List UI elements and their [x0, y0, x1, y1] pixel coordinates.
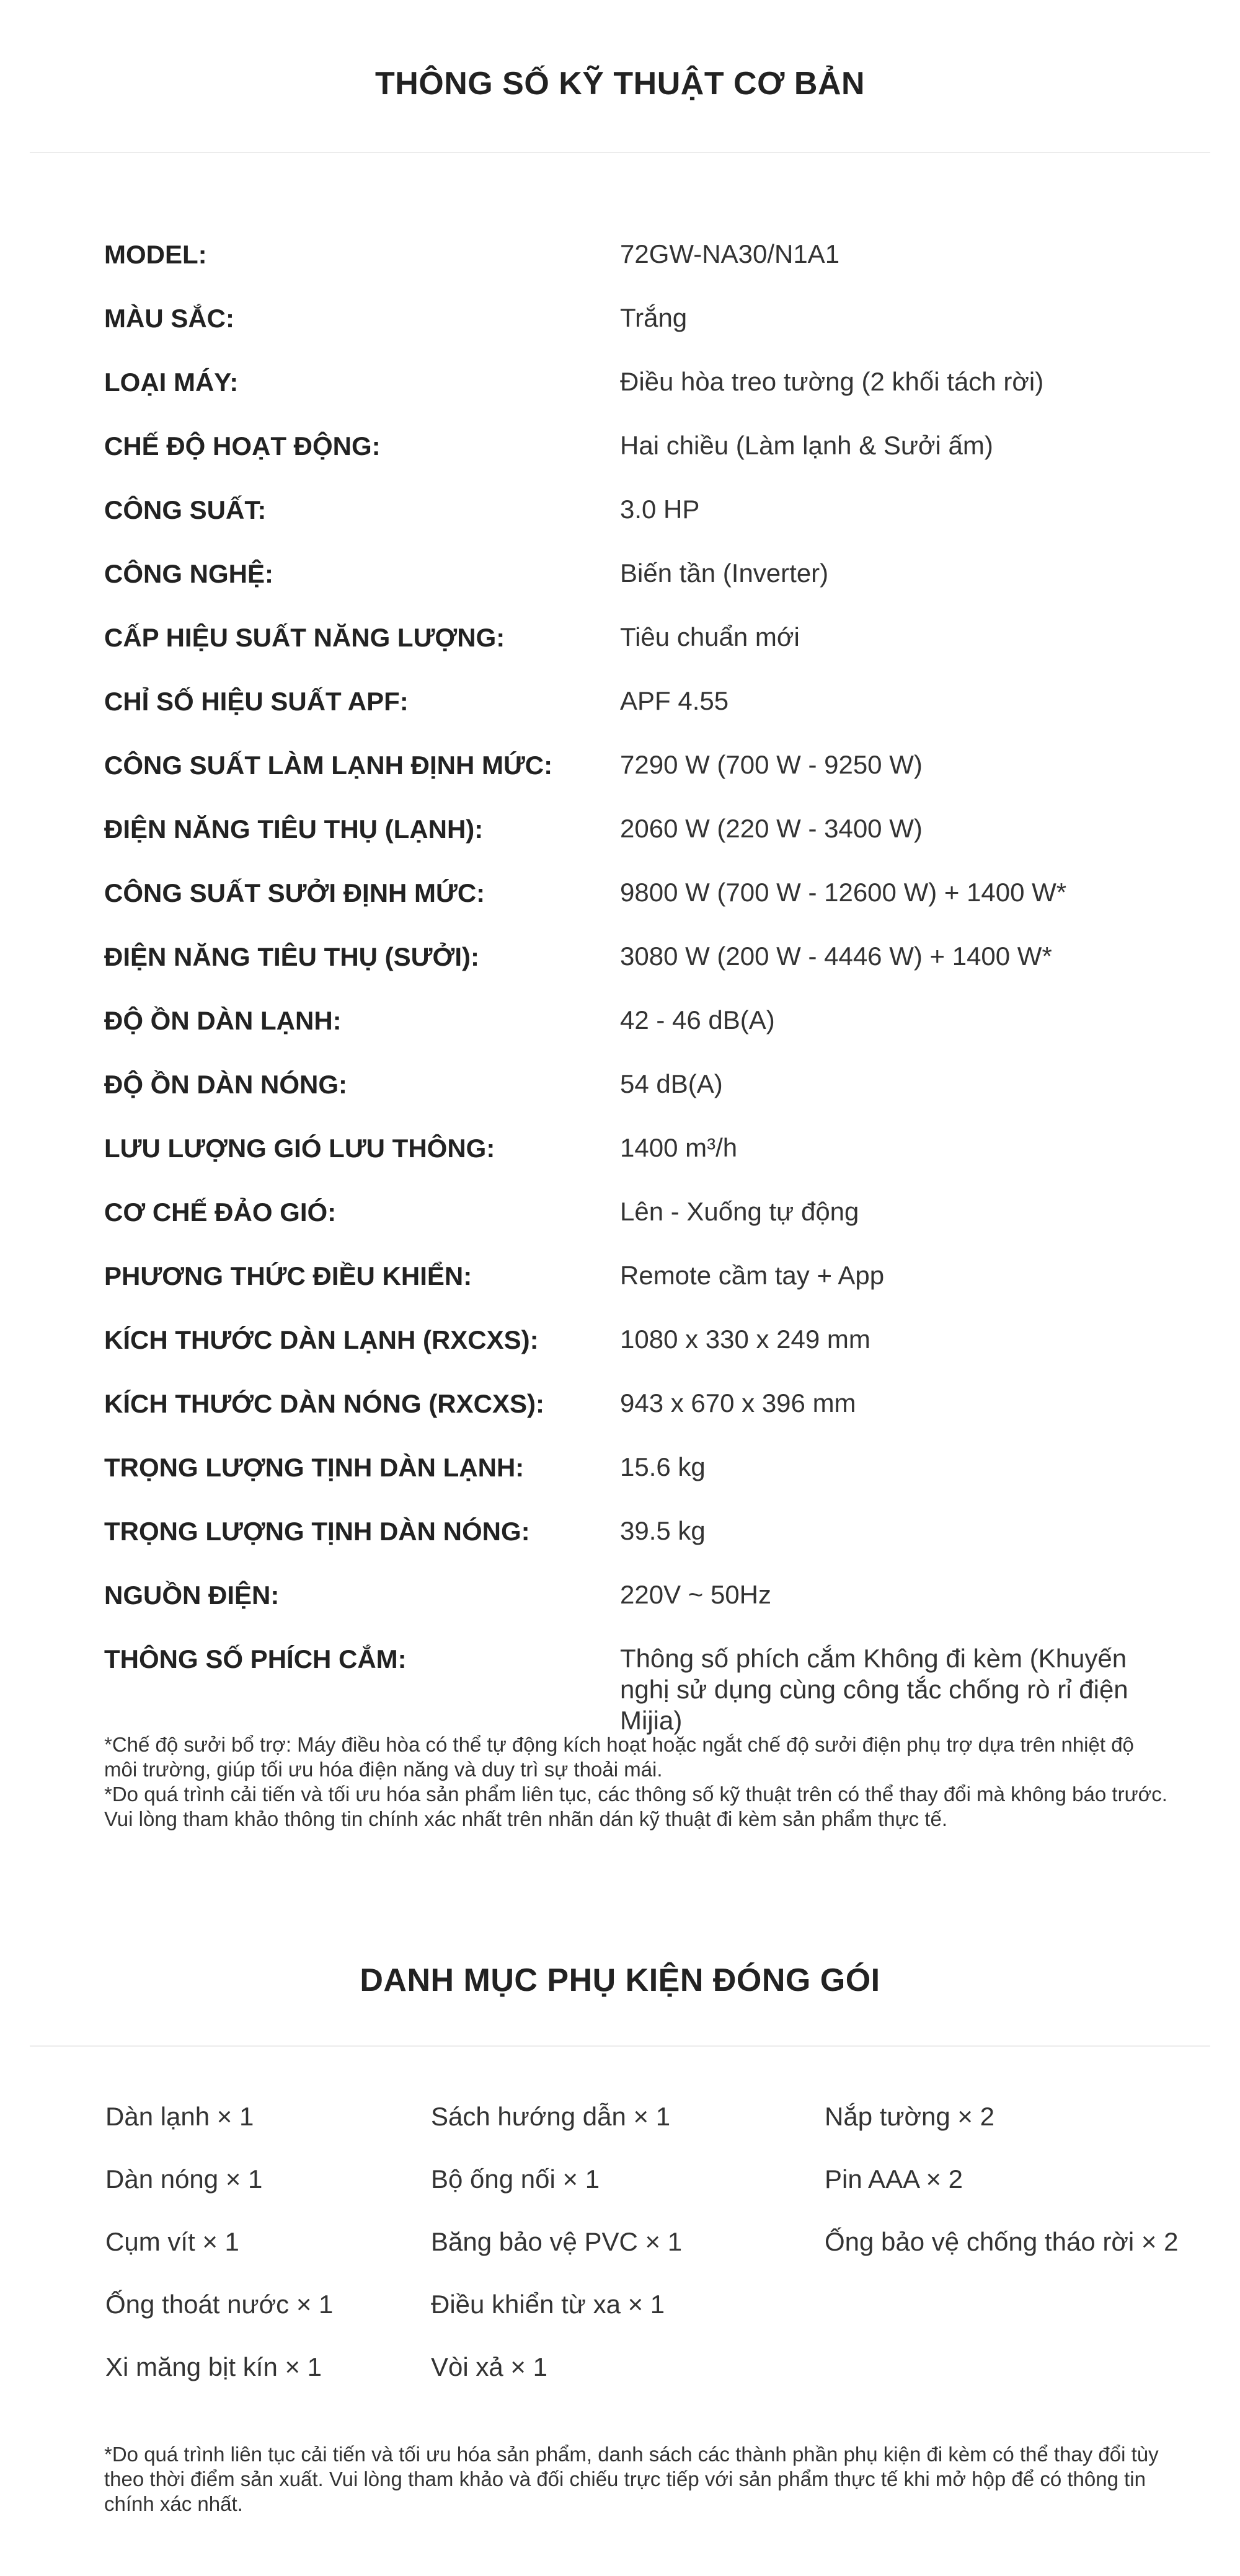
spec-value: 39.5 kg — [620, 1516, 706, 1545]
accessories-title: DANH MỤC PHỤ KIỆN ĐÓNG GÓI — [360, 1962, 880, 1998]
spec-label: THÔNG SỐ PHÍCH CẮM: — [104, 1644, 407, 1674]
spec-label: LƯU LƯỢNG GIÓ LƯU THÔNG: — [104, 1134, 495, 1163]
spec-row — [0, 302, 1240, 366]
spec-row — [0, 622, 1240, 686]
specs-divider — [30, 152, 1210, 153]
spec-value: Remote cầm tay + App — [620, 1261, 885, 1290]
spec-value: 72GW-NA30/N1A1 — [620, 239, 840, 268]
spec-row — [0, 1452, 1240, 1515]
spec-label: TRỌNG LƯỢNG TỊNH DÀN LẠNH: — [104, 1453, 525, 1482]
spec-label: LOẠI MÁY: — [104, 368, 239, 397]
spec-row — [0, 558, 1240, 622]
spec-label: TRỌNG LƯỢNG TỊNH DÀN NÓNG: — [104, 1517, 530, 1546]
accessory-item: Dàn nóng × 1 — [105, 2164, 263, 2194]
spec-label: CẤP HIỆU SUẤT NĂNG LƯỢNG: — [104, 623, 505, 652]
spec-label: KÍCH THƯỚC DÀN LẠNH (RXCXS): — [104, 1325, 539, 1354]
spec-row — [0, 1196, 1240, 1260]
spec-row — [0, 1324, 1240, 1388]
spec-label: ĐỘ ỒN DÀN NÓNG: — [104, 1070, 347, 1099]
spec-row — [0, 1260, 1240, 1324]
spec-value: Lên - Xuống tự động — [620, 1197, 859, 1226]
spec-label: CÔNG SUẤT: — [104, 495, 267, 524]
spec-label: PHƯƠNG THỨC ĐIỀU KHIỂN: — [104, 1261, 472, 1290]
spec-label: MODEL: — [104, 240, 207, 269]
spec-row — [0, 430, 1240, 494]
spec-row — [0, 1388, 1240, 1452]
spec-label: CƠ CHẾ ĐẢO GIÓ: — [104, 1198, 337, 1227]
spec-value: Biến tần (Inverter) — [620, 558, 829, 588]
accessory-item: Sách hướng dẫn × 1 — [431, 2102, 671, 2131]
spec-label: CHẾ ĐỘ HOẠT ĐỘNG: — [104, 431, 381, 461]
spec-value: 220V ~ 50Hz — [620, 1580, 772, 1609]
spec-value: 15.6 kg — [620, 1452, 706, 1481]
spec-label: NGUỒN ĐIỆN: — [104, 1581, 280, 1610]
spec-row — [0, 1515, 1240, 1579]
spec-value: 1400 m³/h — [620, 1133, 738, 1162]
spec-row — [0, 1132, 1240, 1196]
accessory-item: Ống thoát nước × 1 — [105, 2290, 334, 2319]
accessory-item: Nắp tường × 2 — [825, 2102, 994, 2131]
spec-value: 943 x 670 x 396 mm — [620, 1388, 856, 1418]
spec-label: ĐỘ ỒN DÀN LẠNH: — [104, 1006, 342, 1035]
accessory-item: Điều khiển từ xa × 1 — [431, 2290, 665, 2319]
spec-row — [0, 686, 1240, 749]
spec-row — [0, 1005, 1240, 1069]
spec-note-disclaimer: *Do quá trình cải tiến và tối ưu hóa sản phẩm liên tục, các thông số kỹ thuật trên có thể thay đổi mà không báo trước. Vui lòng tham khảo thông tin chính xác nhất trên nhãn dán kỹ thuật đi kèm sản phẩm thực tế. — [104, 1783, 1167, 1830]
spec-label: MÀU SẮC: — [104, 304, 234, 333]
spec-value: 54 dB(A) — [620, 1069, 723, 1098]
spec-row — [0, 494, 1240, 558]
spec-value: 2060 W (220 W - 3400 W) — [620, 814, 923, 843]
spec-value: Thông số phích cắm Không đi kèm (Khuyến nghị sử dụng cùng công tắc chống rò rỉ điện Mijia) — [620, 1644, 1128, 1735]
specs-notes — [104, 1732, 1171, 1832]
spec-value: 1080 x 330 x 249 mm — [620, 1325, 870, 1354]
spec-label: CÔNG NGHỆ: — [104, 559, 273, 588]
accessories-divider — [30, 2045, 1210, 2047]
spec-row — [0, 813, 1240, 877]
spec-note-auxiliary-heating: *Chế độ sưởi bổ trợ: Máy điều hòa có thể tự động kích hoạt hoặc ngắt chế độ sưởi điện phụ trợ dựa trên nhiệt độ môi trường, giúp tối ưu hóa điện năng và duy trì sự thoải mái. — [104, 1733, 1134, 1781]
spec-label: KÍCH THƯỚC DÀN NÓNG (RXCXS): — [104, 1389, 544, 1418]
spec-label: CHỈ SỐ HIỆU SUẤT APF: — [104, 687, 409, 716]
spec-value: Tiêu chuẩn mới — [620, 622, 800, 651]
accessory-item: Cụm vít × 1 — [105, 2227, 239, 2256]
spec-row — [0, 239, 1240, 302]
accessory-item: Bộ ống nối × 1 — [431, 2164, 600, 2194]
spec-value: 9800 W (700 W - 12600 W) + 1400 W* — [620, 878, 1067, 907]
accessory-item: Dàn lạnh × 1 — [105, 2102, 254, 2131]
spec-row — [0, 877, 1240, 941]
spec-value: APF 4.55 — [620, 686, 729, 715]
spec-value: Điều hòa treo tường (2 khối tách rời) — [620, 367, 1044, 396]
spec-value: 7290 W (700 W - 9250 W) — [620, 750, 923, 779]
spec-label: CÔNG SUẤT LÀM LẠNH ĐỊNH MỨC: — [104, 751, 553, 780]
spec-row — [0, 749, 1240, 813]
accessory-item: Băng bảo vệ PVC × 1 — [431, 2227, 683, 2256]
spec-value: Trắng — [620, 303, 688, 332]
spec-label: CÔNG SUẤT SƯỞI ĐỊNH MỨC: — [104, 878, 485, 907]
spec-value: 42 - 46 dB(A) — [620, 1005, 775, 1034]
spec-value: 3.0 HP — [620, 495, 700, 524]
spec-row — [0, 1069, 1240, 1132]
spec-row — [0, 366, 1240, 430]
spec-label: ĐIỆN NĂNG TIÊU THỤ (SƯỞI): — [104, 942, 479, 971]
spec-row — [0, 941, 1240, 1005]
accessories-note: *Do quá trình liên tục cải tiến và tối ưu hóa sản phẩm, danh sách các thành phần phụ kiện đi kèm có thể thay đổi tùy theo thời điểm sản xuất. Vui lòng tham khảo và đối chiếu trực tiếp với sản phẩm thực tế khi mở hộp để có thông tin chính xác nhất. — [104, 2443, 1159, 2515]
accessory-item: Vòi xả × 1 — [431, 2352, 547, 2381]
spec-table — [0, 239, 1240, 1755]
specs-title: THÔNG SỐ KỸ THUẬT CƠ BẢN — [374, 66, 866, 102]
accessory-item: Ống bảo vệ chống tháo rời × 2 — [825, 2227, 1179, 2256]
spec-value: 3080 W (200 W - 4446 W) + 1400 W* — [620, 942, 1052, 971]
spec-value: Hai chiều (Làm lạnh & Sưởi ấm) — [620, 431, 993, 460]
spec-label: ĐIỆN NĂNG TIÊU THỤ (LẠNH): — [104, 814, 484, 844]
accessory-item: Xi măng bịt kín × 1 — [105, 2352, 322, 2381]
accessory-item: Pin AAA × 2 — [825, 2164, 963, 2194]
spec-row — [0, 1579, 1240, 1643]
